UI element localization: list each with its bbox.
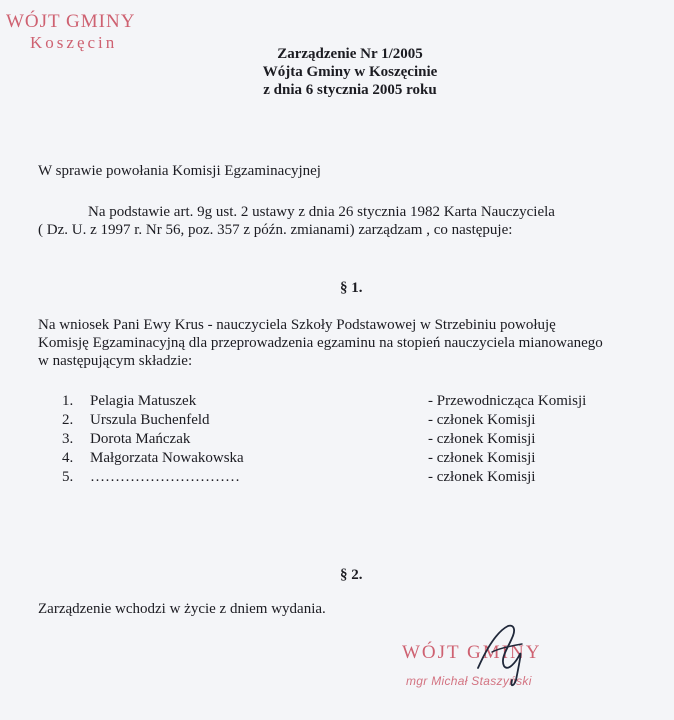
list-item: [62, 469, 602, 488]
title-line-3: z dnia 6 stycznia 2005 roku: [263, 82, 437, 98]
request-line-1: Na wniosek Pani Ewy Krus - nauczyciela Szkoły Podstawowej w Strzebiniu powołuję: [38, 317, 556, 333]
item-number: 3.: [62, 431, 74, 447]
title-line-1: Zarządzenie Nr 1/2005: [277, 46, 423, 62]
signature-stamp-name: mgr Michał Staszyński: [406, 674, 532, 688]
title-line-2: Wójta Gminy w Koszęcinie: [262, 64, 438, 80]
signature-stamp: [400, 622, 600, 702]
stamp-line-1: WÓJT GMINY: [6, 11, 136, 32]
request-paragraph: [38, 316, 603, 370]
item-number: 1.: [62, 393, 74, 409]
item-number: 4.: [62, 450, 74, 466]
member-role: - członek Komisji: [428, 431, 536, 447]
item-number: 2.: [62, 412, 74, 428]
legal-basis-line-2: ( Dz. U. z 1997 r. Nr 56, poz. 357 z późn. zmianami) zarządzam , co następuje:: [38, 222, 513, 238]
committee-list: [62, 393, 602, 488]
request-line-3: w następującym składzie:: [38, 353, 193, 369]
member-role: - członek Komisji: [428, 412, 536, 428]
section-2-heading: § 2.: [340, 567, 363, 583]
member-name: Urszula Buchenfeld: [90, 412, 210, 428]
member-name: Małgorzata Nowakowska: [90, 450, 244, 466]
document-title: [150, 45, 550, 99]
subject-line: W sprawie powołania Komisji Egzaminacyjnej: [38, 163, 321, 179]
section-1-heading: § 1.: [340, 280, 363, 296]
stamp-line-2: Koszęcin: [30, 33, 118, 52]
list-item: [62, 393, 602, 412]
member-role: - Przewodnicząca Komisji: [428, 393, 587, 409]
member-name: Dorota Mańczak: [90, 431, 191, 447]
signature-stamp-title: WÓJT GMINY: [402, 642, 542, 663]
member-role: - członek Komisji: [428, 450, 536, 466]
handwritten-signature: [400, 622, 600, 702]
list-item: [62, 450, 602, 469]
list-item: [62, 431, 602, 450]
effective-date-line: Zarządzenie wchodzi w życie z dniem wydania.: [38, 601, 326, 617]
member-name: Pelagia Matuszek: [90, 393, 197, 409]
office-stamp: [6, 12, 135, 51]
request-line-2: Komisję Egzaminacyjną dla przeprowadzenia egzaminu na stopień nauczyciela mianowanego: [38, 335, 603, 351]
member-role: - członek Komisji: [428, 469, 536, 485]
member-name: …………………………: [90, 469, 240, 485]
item-number: 5.: [62, 469, 74, 485]
list-item: [62, 412, 602, 431]
legal-basis-line-1: Na podstawie art. 9g ust. 2 ustawy z dnia 26 stycznia 1982 Karta Nauczyciela: [88, 204, 555, 220]
